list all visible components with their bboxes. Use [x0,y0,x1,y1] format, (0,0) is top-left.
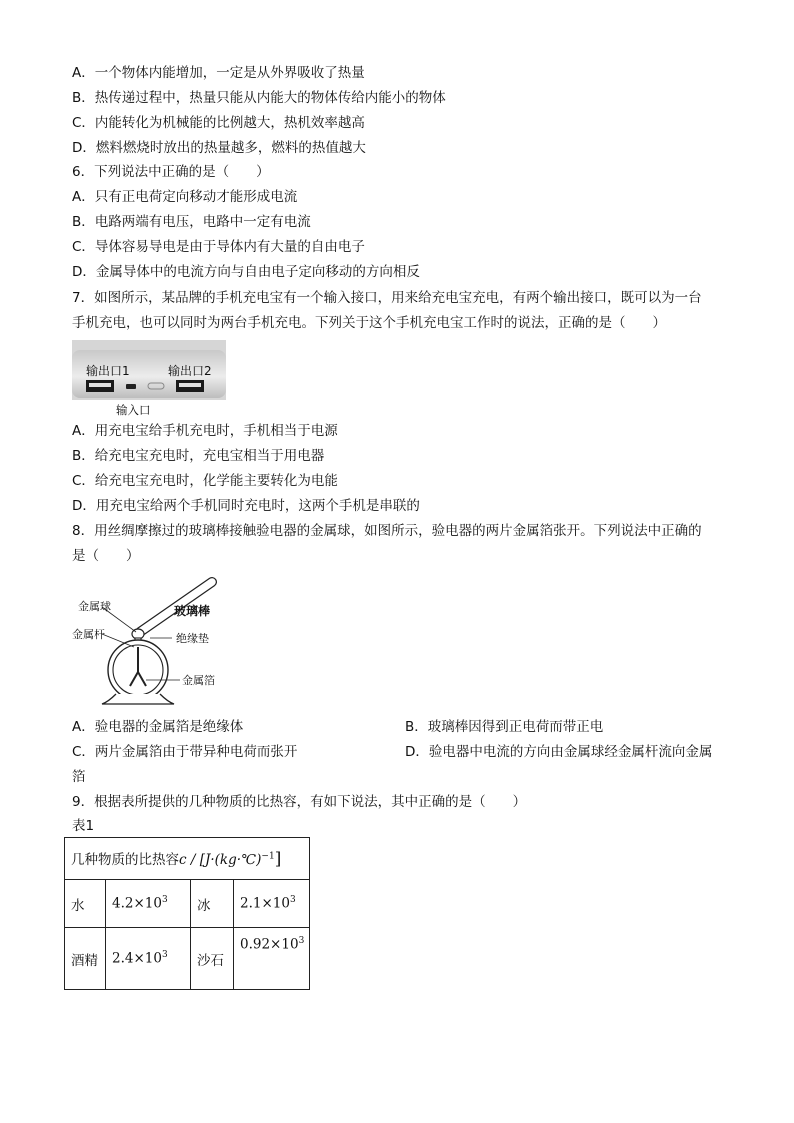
table-header-close: ] [274,849,282,869]
glass-rod-label: 玻璃棒 [174,604,211,618]
table-row [65,880,310,928]
insulator-label: 绝缘垫 [176,632,209,645]
metal-ball-label: 金属球 [78,600,111,613]
q6-option-b: B．电路两端有电压，电路中一定有电流 [72,214,311,230]
table-label: 表1 [72,818,95,834]
q8-option-d-line1: D．验电器中电流的方向由金属球经金属杆流向金属 [405,744,713,760]
table-header-exp: −1 [261,851,275,862]
q8-option-d-line2: 箔 [72,769,86,785]
foil-label: 金属箔 [182,674,215,687]
q9-stem: 9．根据表所提供的几种物质的比热容，有如下说法，其中正确的是（ ） [72,794,527,810]
electroscope-figure [72,572,252,706]
q8-option-c: C．两片金属箔由于带异种电荷而张开 [72,744,298,760]
stand [102,694,174,704]
value-sand: $0.92\times 10^3$ [234,928,310,990]
q7-stem-line1: 7．如图所示，某品牌的手机充电宝有一个输入接口，用来给充电宝充电，有两个输出接口，既可以为一台 [72,290,702,306]
q7-option-b: B．给充电宝充电时，充电宝相当于用电器 [72,448,325,464]
table-header-text: 几种物质的比热容 [71,852,179,868]
q6-option-a: A．只有正电荷定向移动才能形成电流 [72,189,298,205]
micro-usb-port [126,384,136,389]
value-water: $4.2\times 10^3$ [106,880,191,928]
q8-option-a: A．验电器的金属箔是绝缘体 [72,719,244,735]
table-header-cell [65,838,310,880]
q5-option-c: C．内能转化为机械能的比例越大，热机效率越高 [72,115,365,131]
table-header-row [65,838,310,880]
q7-stem-line2: 手机充电，也可以同时为两台手机充电。下列关于这个手机充电宝工作时的说法，正确的是（ ） [72,315,666,331]
q7-option-d: D．用充电宝给两个手机同时充电时，这两个手机是串联的 [72,498,420,514]
table-row [65,928,310,990]
substance-sand: 沙石 [191,928,234,990]
substance-ice: 冰 [191,880,234,928]
output1-label: 输出口1 [86,364,130,378]
q6-stem: 6．下列说法中正确的是（ ） [72,164,270,180]
q5-option-b: B．热传递过程中，热量只能从内能大的物体传给内能小的物体 [72,90,446,106]
output2-label: 输出口2 [168,364,212,378]
substance-water: 水 [65,880,106,928]
substance-alcohol: 酒精 [65,928,106,990]
power-bank-figure [72,340,226,416]
q7-option-c: C．给充电宝充电时，化学能主要转化为电能 [72,473,338,489]
value-alcohol: $2.4\times 10^3$ [106,928,191,990]
q6-option-c: C．导体容易导电是由于导体内有大量的自由电子 [72,239,365,255]
q7-option-a: A．用充电宝给手机充电时，手机相当于电源 [72,423,338,439]
specific-heat-table [64,837,310,990]
q5-option-a: A．一个物体内能增加，一定是从外界吸收了热量 [72,65,365,81]
value-ice: $2.1\times 10^3$ [234,880,310,928]
q6-option-d: D．金属导体中的电流方向与自由电子定向移动的方向相反 [72,264,420,280]
input-label: 输入口 [116,403,151,417]
q8-stem-line1: 8．用丝绸摩擦过的玻璃棒接触验电器的金属球，如图所示，验电器的两片金属箔张开。下列说法中正确的 [72,523,702,539]
q8-stem-line2: 是（ ） [72,548,140,564]
metal-rod-label: 金属杆 [72,628,105,641]
table-header-unit: c / [J·(kg·℃) [179,852,262,868]
q5-option-d: D．燃料燃烧时放出的热量越多，燃料的热值越大 [72,140,366,156]
q8-option-b: B．玻璃棒因得到正电荷而带正电 [405,719,604,735]
